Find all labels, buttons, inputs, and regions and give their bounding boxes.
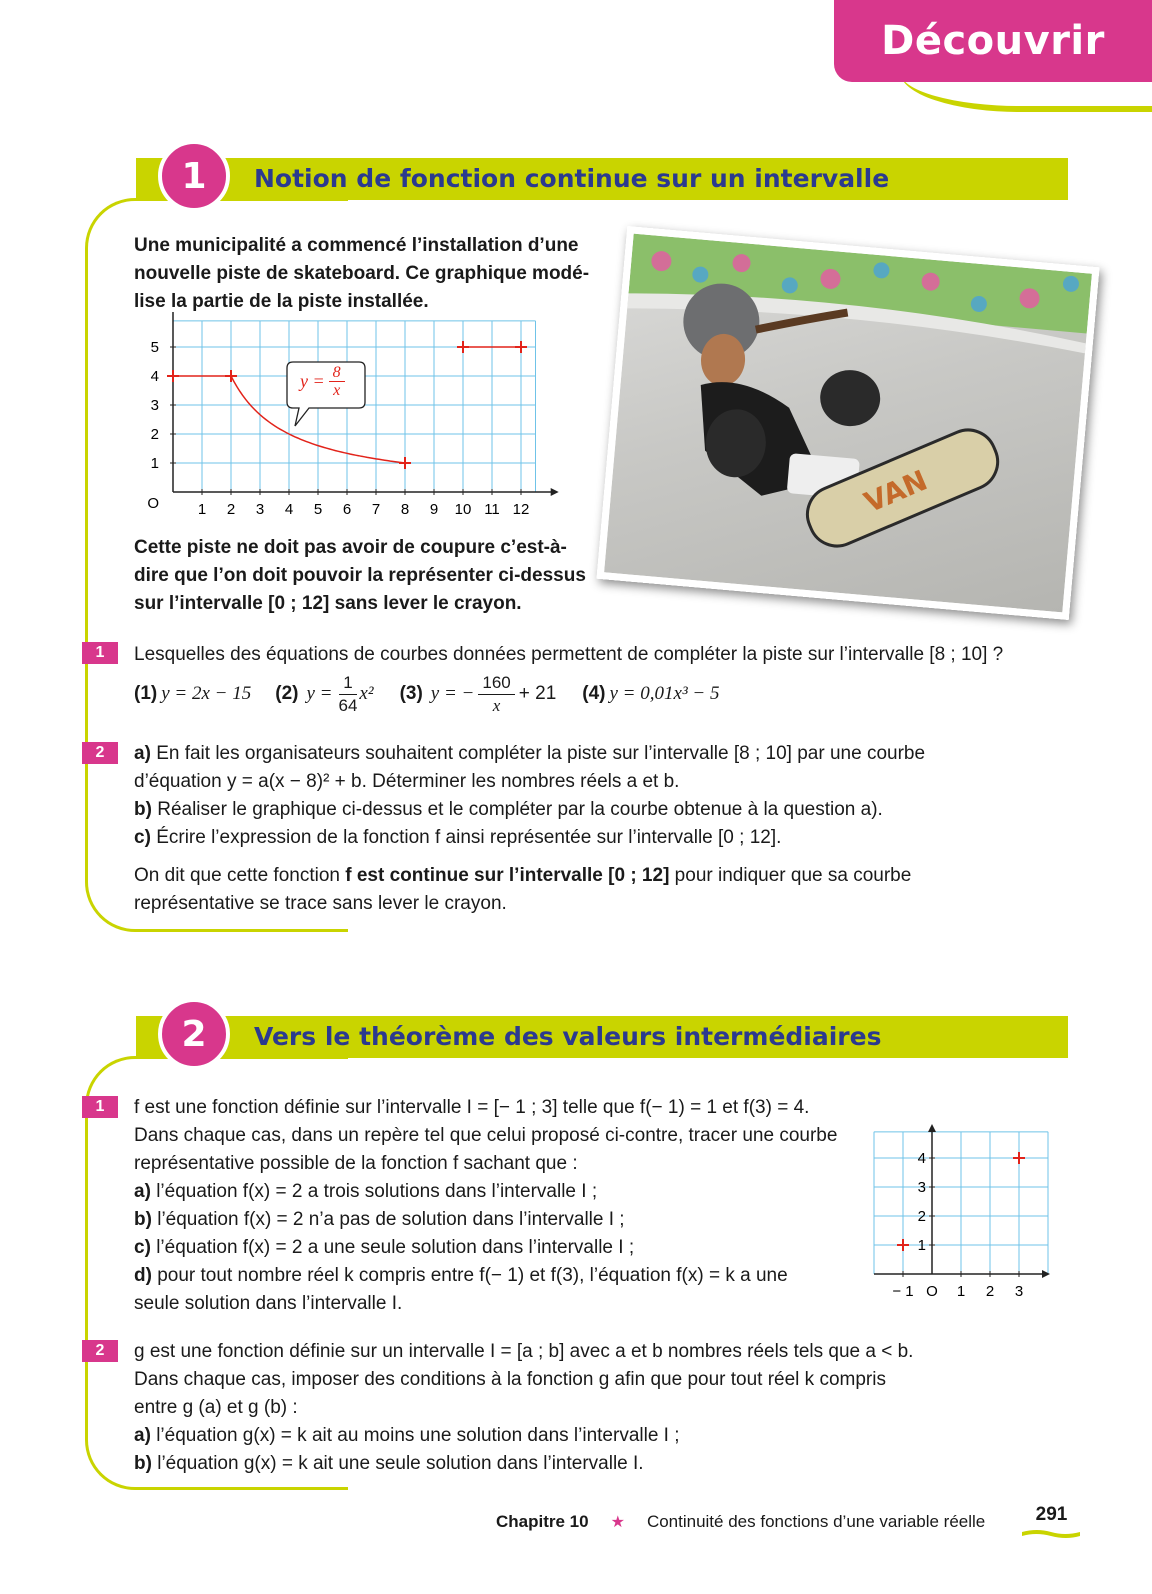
callout-lhs: y = <box>300 371 325 391</box>
question-number-2-2: 2 <box>82 1340 118 1362</box>
y-tick-label: 2 <box>150 426 159 443</box>
x-tick-label: 7 <box>371 501 381 518</box>
after-line: sur l’intervalle [0 ; 12] sans lever le crayon. <box>134 593 522 614</box>
q1-line: f est une fonction définie sur l’intervalle I = [− 1 ; 3] telle que f(− 1) = 1 et f(3) = 4. <box>134 1097 810 1118</box>
section1-conclusion <box>134 862 1054 918</box>
part-a-text: En fait les organisateurs souhaitent compléter la piste sur l’intervalle [8 ; 10] par une courbe <box>156 743 926 764</box>
option-2-lhs: y = <box>306 683 333 704</box>
intro-line: lise la partie de la piste installée. <box>134 291 429 312</box>
page-number: 291 <box>1035 1504 1068 1525</box>
x-axis-arrow <box>551 488 559 496</box>
option-4-label: (4) <box>582 683 606 704</box>
option-2-den: 64 <box>338 695 358 715</box>
callout-num: 8 <box>329 364 345 382</box>
part-a-label: a) <box>134 743 151 764</box>
callout-fraction <box>329 364 345 399</box>
x-tick-label: 11 <box>484 501 500 518</box>
header-tab: Découvrir <box>834 0 1152 82</box>
option-4-equation: y = 0,01x³ − 5 <box>609 683 720 704</box>
intro-line: nouvelle piste de skateboard. Ce graphique modé- <box>134 263 590 284</box>
part-d-text: pour tout nombre réel k compris entre f(− 1) et f(3), l’équation f(x) = k a une <box>157 1265 788 1286</box>
x-tick-label: 9 <box>429 501 439 518</box>
y-tick-label: 2 <box>917 1208 926 1225</box>
skateboard-photo <box>596 226 1099 620</box>
part-b-text: l’équation f(x) = 2 n’a pas de solution dans l’intervalle I ; <box>157 1209 625 1230</box>
y-tick-label: 5 <box>150 339 159 356</box>
option-2-rhs: x² <box>359 683 374 704</box>
origin-label: O <box>926 1283 938 1300</box>
after-line: dire que l’on doit pouvoir la représenter ci-dessus <box>134 565 586 586</box>
x-axis-arrow <box>1042 1270 1050 1278</box>
question-number-2: 2 <box>82 742 118 764</box>
part-a-text-2: d’équation y = a(x − 8)² + b. Déterminer les nombres réels a et b. <box>134 771 680 792</box>
skateboard-photo-illustration <box>604 234 1092 613</box>
part-c-label: c) <box>134 1237 151 1258</box>
footer-chapter: Chapitre 10 <box>496 1512 589 1531</box>
x-tick-label: 12 <box>512 501 530 518</box>
part-c-label: c) <box>134 827 151 848</box>
callout-den: x <box>333 382 341 399</box>
section1-after-graph <box>134 534 604 618</box>
question-1-options <box>134 668 854 720</box>
option-2-fraction <box>339 672 358 717</box>
option-3-lhs: y = − <box>430 683 475 704</box>
x-tick-label: 2 <box>985 1283 995 1300</box>
small-graph <box>870 1124 1060 1304</box>
part-c-text: Écrire l’expression de la fonction f ainsi représentée sur l’intervalle [0 ; 12]. <box>156 827 782 848</box>
star-icon: ★ <box>610 1514 625 1531</box>
part-d-label: d) <box>134 1265 152 1286</box>
svg-text:VAN: VAN <box>859 463 933 520</box>
part-c-text: l’équation f(x) = 2 a une seule solution dans l’intervalle I ; <box>156 1237 635 1258</box>
part-a-label: a) <box>134 1425 151 1446</box>
section2-title: Vers le théorème des valeurs intermédiaires <box>254 1022 882 1051</box>
question-2c <box>134 824 1054 852</box>
option-1-label: (1) <box>134 683 158 704</box>
origin-label: O <box>147 495 159 512</box>
q1-line: Dans chaque cas, dans un repère tel que celui proposé ci-contre, tracer une courbe <box>134 1125 838 1146</box>
question-number-2-1: 1 <box>82 1096 118 1118</box>
part-b-text: Réaliser le graphique ci-dessus et le compléter par la courbe obtenue à la question a). <box>157 799 883 820</box>
footer <box>496 1512 985 1532</box>
part-b-label: b) <box>134 1209 152 1230</box>
x-tick-label: 6 <box>342 501 352 518</box>
x-tick-label: 8 <box>400 501 410 518</box>
q2-line: Dans chaque cas, imposer des conditions à la fonction g afin que pour tout réel k compris <box>134 1369 886 1390</box>
y-tick-label: 1 <box>917 1237 926 1254</box>
question-number-1: 1 <box>82 642 118 664</box>
x-tick-label: 2 <box>226 501 236 518</box>
x-tick-label: 1 <box>956 1283 966 1300</box>
section1-title: Notion de fonction continue sur un intervalle <box>254 164 890 193</box>
after-line: Cette piste ne doit pas avoir de coupure c’est-à- <box>134 537 567 558</box>
conclusion-text: On dit que cette fonction <box>134 865 346 886</box>
x-tick-label: 1 <box>197 501 207 518</box>
section1-number: 1 <box>158 140 230 212</box>
part-d-text-2: seule solution dans l’intervalle I. <box>134 1293 403 1314</box>
section1-intro <box>134 232 604 316</box>
y-tick-label: 3 <box>917 1179 926 1196</box>
option-3-label: (3) <box>399 683 423 704</box>
y-tick-label: 1 <box>150 455 159 472</box>
question-2b <box>134 796 1054 824</box>
small-graph-axes <box>874 1124 1050 1278</box>
y-tick-label: 3 <box>150 397 159 414</box>
q2-line: entre g (a) et g (b) : <box>134 1397 298 1418</box>
part-a-text: l’équation f(x) = 2 a trois solutions dans l’intervalle I ; <box>156 1181 598 1202</box>
conclusion-text-2: représentative se trace sans lever le crayon. <box>134 893 507 914</box>
part-b-label: b) <box>134 1453 152 1474</box>
page-number-underline <box>1022 1528 1080 1540</box>
option-1-equation: y = 2x − 15 <box>161 683 252 704</box>
small-graph-grid <box>874 1132 1048 1274</box>
y-axis-arrow <box>928 1124 936 1132</box>
x-tick-label: 10 <box>454 501 472 518</box>
x-tick-label: 3 <box>1014 1283 1024 1300</box>
question-2a <box>134 740 1054 768</box>
x-tick-label: − 1 <box>892 1283 914 1300</box>
part-b-text: l’équation g(x) = k ait une seule solution dans l’intervalle I. <box>157 1453 644 1474</box>
conclusion-text: pour indiquer que sa courbe <box>669 865 912 886</box>
part-a-label: a) <box>134 1181 151 1202</box>
option-3-den: x <box>492 695 501 715</box>
question-2-text <box>134 740 1054 852</box>
option-3-num: 160 <box>478 672 514 695</box>
x-tick-label: 3 <box>255 501 265 518</box>
section2-question-1 <box>134 1094 874 1318</box>
option-3-fraction <box>478 672 514 717</box>
y-tick-label: 4 <box>917 1150 926 1167</box>
q1-line: représentative possible de la fonction f sachant que : <box>134 1153 578 1174</box>
x-tick-label: 5 <box>313 501 323 518</box>
callout-formula <box>300 364 345 399</box>
y-tick-label: 4 <box>150 368 159 385</box>
section2-question-2 <box>134 1338 1054 1478</box>
x-tick-label: 4 <box>284 501 294 518</box>
part-a-text: l’équation g(x) = k ait au moins une solution dans l’intervalle I ; <box>156 1425 680 1446</box>
option-3-rhs: + 21 <box>518 683 557 704</box>
intro-line: Une municipalité a commencé l’installation d’une <box>134 235 579 256</box>
section2-number: 2 <box>158 998 230 1070</box>
q2-line: g est une fonction définie sur un intervalle I = [a ; b] avec a et b nombres réels tels que a < b. <box>134 1341 914 1362</box>
part-b-label: b) <box>134 799 152 820</box>
conclusion-bold: f est continue sur l’intervalle [0 ; 12] <box>345 865 670 886</box>
small-graph-tick-labels <box>892 1150 1023 1300</box>
option-2-num: 1 <box>339 672 358 695</box>
option-2-label: (2) <box>275 683 299 704</box>
footer-title: Continuité des fonctions d’une variable réelle <box>646 1512 986 1531</box>
question-1-text: Lesquelles des équations de courbes données permettent de compléter la piste sur l’intervalle [8 ; 10] ? <box>134 644 1004 665</box>
